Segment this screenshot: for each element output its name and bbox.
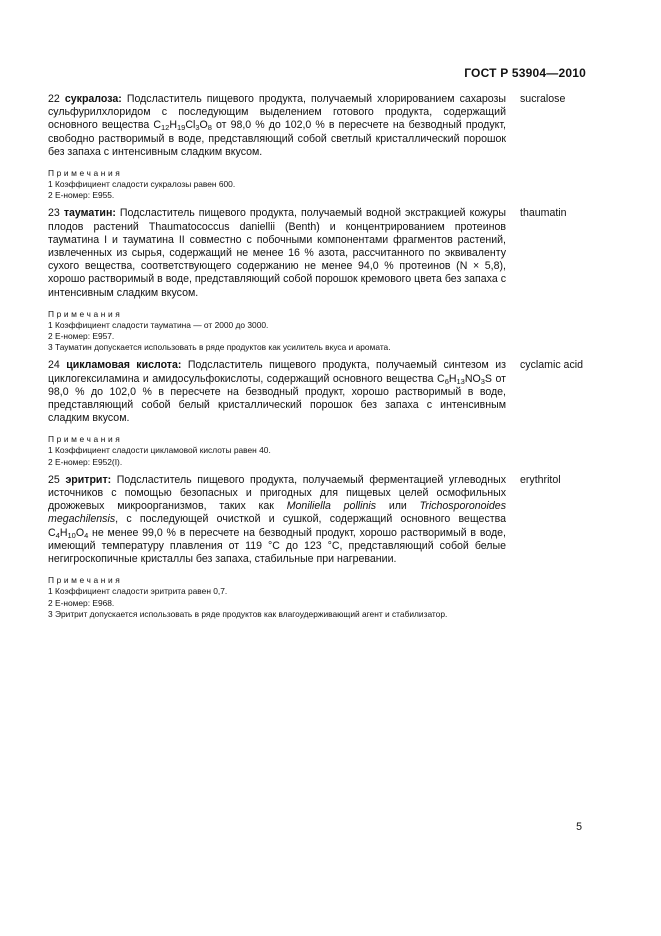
notes-title: Примечания bbox=[48, 308, 123, 319]
formula-sub: 3 bbox=[480, 376, 485, 386]
formula-el: NO bbox=[464, 372, 481, 385]
species-name: Trichosporonoides megachilensis bbox=[48, 500, 506, 526]
species-name: Moniliella pollinis bbox=[286, 500, 377, 513]
term-definition bbox=[48, 207, 506, 299]
english-term: sucralose bbox=[520, 93, 566, 105]
note-item: 2 Е-номер: Е952(I). bbox=[48, 456, 123, 467]
note-item: 2 Е-номер: Е968. bbox=[48, 597, 115, 608]
notes-title: Примечания bbox=[48, 575, 123, 586]
term-entry-23 bbox=[48, 207, 588, 353]
english-term: thaumatin bbox=[520, 207, 567, 220]
note-item: 3 Эритрит допускается использовать в ряде продуктов как влагоудерживающий агент и стабилизатор. bbox=[48, 608, 448, 619]
notes-title: Примечания bbox=[48, 434, 123, 445]
note-item: 1 Коэффициент сладости сукралозы равен 600. bbox=[48, 179, 236, 190]
formula-el: O bbox=[75, 526, 85, 539]
english-term: erythritol bbox=[520, 473, 561, 486]
formula-sub: 4 bbox=[84, 530, 89, 540]
definition-text: от 98,0 % до 102,0 % в пересчете на безводный продукт, свободно растворимый в воде, представляющий собой светлый кристаллический порошок без запаха с интенсивным сладким вкусом. bbox=[48, 119, 506, 158]
term-number: 22 bbox=[48, 93, 60, 105]
definition-text: Подсластитель пищевого продукта, получаемый синтезом из циклогексиламина и амидосульфокислоты, содержащий основного вещества C bbox=[48, 359, 506, 385]
formula-sub: 4 bbox=[55, 530, 60, 540]
formula-sub: 12 bbox=[161, 123, 170, 133]
note-item: 2 Е-номер: Е955. bbox=[48, 190, 115, 201]
term-name: сукралоза: bbox=[64, 93, 122, 105]
definition-text: Подсластитель пищевого продукта, получаемый ферментацией углеводных источников с помощью безопасных и пригодных для пищевых целей осмофильных дрожжевых микроорганизмов, таких как bbox=[48, 473, 506, 513]
page-number: 5 bbox=[576, 821, 582, 833]
term-number: 24 bbox=[48, 359, 60, 372]
formula-el: H bbox=[169, 119, 178, 132]
term-definition bbox=[48, 93, 506, 159]
term-name: тауматин: bbox=[63, 207, 116, 220]
definition-text: не менее 99,0 % в пересчете на безводный продукт, хорошо растворимый в воде, имеющий температуру плавления от 119 °C до 123 °C, представляющий собой белые негигроскопичные кристаллы без запаха, стабильные при нагревании. bbox=[48, 526, 506, 566]
term-entry-25 bbox=[48, 474, 588, 620]
formula-sub: 19 bbox=[177, 123, 186, 133]
formula-el: S bbox=[484, 372, 492, 385]
formula-sub: 6 bbox=[444, 376, 449, 386]
english-term: cyclamic acid bbox=[520, 359, 583, 372]
note-item: 1 Коэффициент сладости цикламовой кислоты равен 40. bbox=[48, 445, 271, 456]
formula-sub: 13 bbox=[456, 376, 465, 386]
formula-el: O bbox=[199, 119, 208, 132]
term-entry-22 bbox=[48, 93, 588, 201]
note-item: 1 Коэффициент сладости тауматина — от 2000 до 3000. bbox=[48, 319, 269, 330]
term-definition bbox=[48, 359, 506, 425]
definition-text: Подсластитель пищевого продукта, получаемый хлорированием сахарозы сульфурилхлоридом с последующим выделением готового продукта, содержащий основного вещества C bbox=[48, 93, 506, 132]
note-item: 1 Коэффициент сладости эритрита равен 0,7. bbox=[48, 586, 228, 597]
notes-block bbox=[48, 575, 518, 620]
definition-text: или bbox=[376, 500, 420, 513]
notes-block bbox=[48, 309, 518, 354]
document-content bbox=[48, 93, 588, 626]
formula-sub: 10 bbox=[67, 530, 76, 540]
term-definition bbox=[48, 474, 506, 566]
notes-title: Примечания bbox=[48, 168, 123, 179]
term-entry-24 bbox=[48, 359, 588, 467]
term-name: цикламовая кислота: bbox=[66, 359, 182, 372]
note-item: 2 Е-номер: Е957. bbox=[48, 331, 115, 342]
formula-el: Cl bbox=[185, 119, 196, 132]
formula-sub: 8 bbox=[207, 123, 212, 133]
formula-el: H bbox=[448, 372, 457, 385]
note-item: 3 Тауматин допускается использовать в ряде продуктов как усилитель вкуса и аромата. bbox=[48, 342, 391, 353]
notes-block bbox=[48, 168, 518, 201]
standard-designation: ГОСТ Р 53904—2010 bbox=[464, 66, 586, 80]
definition-text: , с последующей очисткой и сушкой, содержащий основного вещества C bbox=[48, 513, 506, 539]
term-number: 25 bbox=[48, 473, 60, 486]
notes-block bbox=[48, 434, 518, 467]
definition-text: от 98,0 % до 102,0 % в пересчете на безводный продукт, хорошо растворимый в воде, представляющий собой белый кристаллический порошок без запаха с интенсивным сладким вкусом. bbox=[48, 372, 506, 425]
term-name: эритрит: bbox=[65, 473, 112, 486]
definition-text: Подсластитель пищевого продукта, получаемый водной экстракцией кожуры плодов растений Thaumatococcus daniellii (Benth) и концентрированием протеинов тауматина I и тауматина II совместно с побочными компонентами фрагментов растений, извлеченных из сырья, содержащий не менее 16 % азота, рассчитанного по эквиваленту сухого вещества, соответствующего содержанию не менее 94,0 % протеинов (N × 5,8), хорошо растворимый в воде, представляющий собой порошок кремового цвета без запаха с интенсивным сладким вкусом. bbox=[48, 207, 506, 299]
formula-el: H bbox=[59, 526, 68, 539]
formula-sub: 3 bbox=[195, 123, 200, 133]
term-number: 23 bbox=[48, 207, 60, 220]
